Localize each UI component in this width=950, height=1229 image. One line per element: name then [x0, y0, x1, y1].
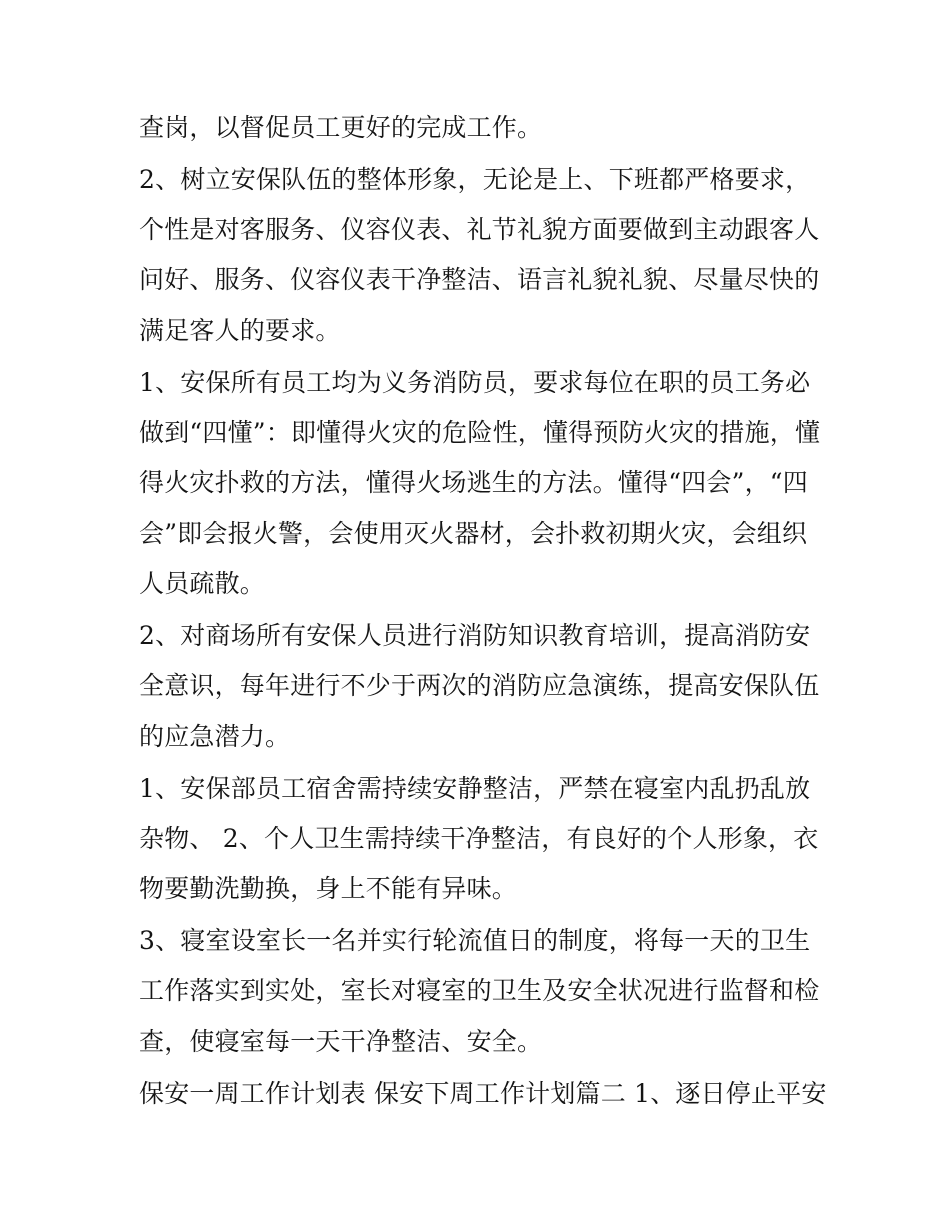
- text-line: 查，使寝室每一天干净整洁、安全。: [139, 1027, 543, 1056]
- text-line: 人员疏散。: [139, 569, 266, 598]
- text-line: 查岗，以督促员工更好的完成工作。: [139, 113, 543, 142]
- text-line: 1、安保部员工宿舍需持续安静整洁，严禁在寝室内乱扔乱放: [139, 774, 811, 803]
- text-line: 全意识，每年进行不少于两次的消防应急演练，提高安保队伍: [139, 671, 820, 700]
- text-line: 满足客人的要求。: [139, 316, 341, 345]
- text-line: 得火灾扑救的方法，懂得火场逃生的方法。懂得“四会”，“四: [139, 468, 808, 497]
- text-line: 工作落实到实处，室长对寝室的卫生及安全状况进行监督和检: [139, 976, 820, 1005]
- text-line: 会”即会报火警，会使用灭火器材，会扑救初期火灾，会组织: [139, 519, 808, 548]
- text-line: 1、安保所有员工均为义务消防员，要求每位在职的员工务必: [139, 368, 811, 397]
- text-line: 的应急潜力。: [139, 722, 291, 751]
- text-line: 问好、服务、仪容仪表干净整洁、语言礼貌礼貌、尽量尽快的: [139, 265, 820, 294]
- text-line: 做到“四懂”：即懂得火灾的危险性，懂得预防火灾的措施，懂: [139, 418, 821, 447]
- text-line: 物要勤洗勤换，身上不能有异味。: [139, 874, 518, 903]
- text-line: 保安一周工作计划表 保安下周工作计划篇二 1、逐日停止平安: [139, 1079, 827, 1108]
- text-line: 2、对商场所有安保人员进行消防知识教育培训，提高消防安: [139, 621, 811, 650]
- text-line: 2、树立安保队伍的整体形象，无论是上、下班都严格要求，: [139, 165, 811, 194]
- text-line: 3、寝室设室长一名并实行轮流值日的制度，将每一天的卫生: [139, 926, 811, 955]
- text-line: 杂物、 2、个人卫生需持续干净整洁，有良好的个人形象，衣: [139, 824, 819, 853]
- text-line: 个性是对客服务、仪容仪表、礼节礼貌方面要做到主动跟客人: [139, 215, 820, 244]
